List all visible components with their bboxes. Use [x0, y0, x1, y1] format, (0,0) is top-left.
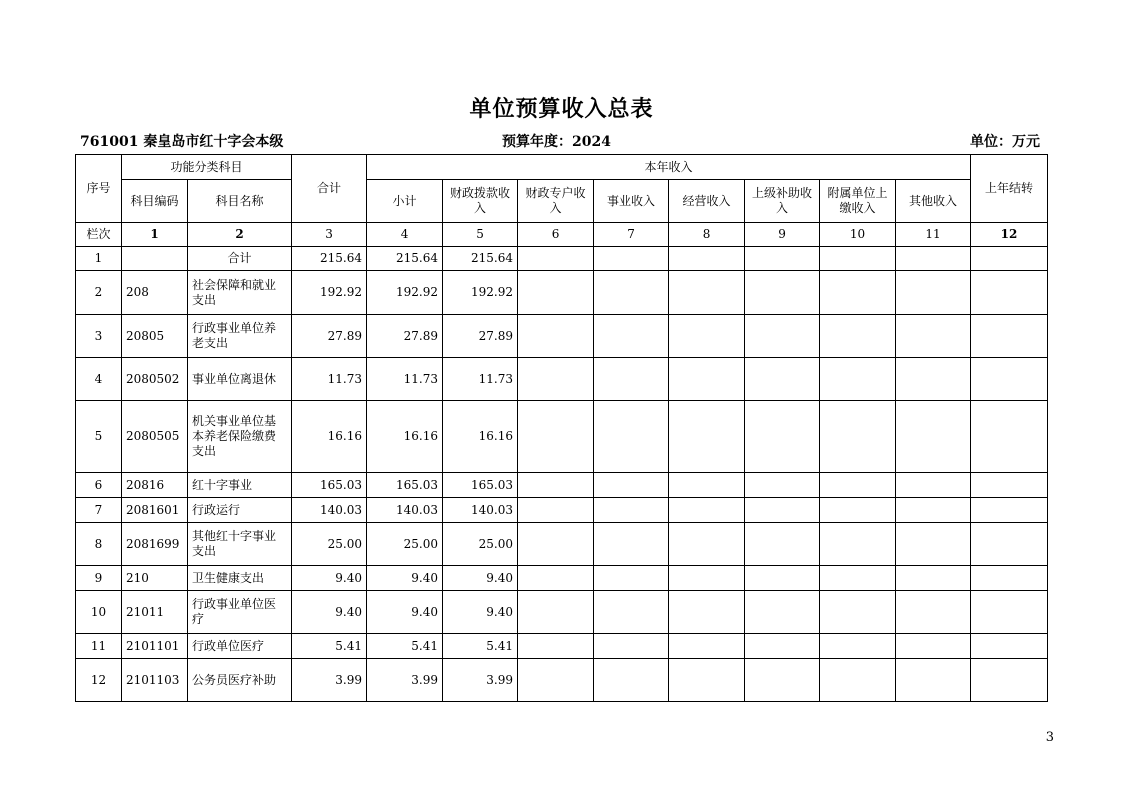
table-row: [76, 634, 1048, 659]
total-cell: 3.99: [292, 659, 367, 702]
code-cell: 2081601: [122, 498, 188, 523]
table-row: [76, 315, 1048, 358]
superior-subsidy-cell: [745, 659, 820, 702]
other-income-cell: [896, 498, 971, 523]
seq-cell: 7: [76, 498, 122, 523]
affiliated-income-cell: [820, 634, 896, 659]
report-title: 单位预算收入总表: [469, 96, 654, 122]
operating-income-cell: [669, 401, 745, 473]
name-cell: 事业单位离退休: [188, 358, 292, 401]
seq-cell: 1: [76, 247, 122, 271]
business-income-cell: [594, 401, 669, 473]
fiscal-special-cell: [518, 247, 594, 271]
carryover-cell: [971, 659, 1048, 702]
operating-income-cell: [669, 566, 745, 591]
column-number: 7: [594, 223, 669, 247]
code-cell: 2080505: [122, 401, 188, 473]
subtotal-cell: 9.40: [367, 591, 443, 634]
operating-income-cell: [669, 271, 745, 315]
other-income-cell: [896, 523, 971, 566]
seq-cell: 6: [76, 473, 122, 498]
total-cell: 25.00: [292, 523, 367, 566]
code-cell: 21011: [122, 591, 188, 634]
fiscal-appropriation-cell: 140.03: [443, 498, 518, 523]
currency-unit: 单位：万元: [970, 134, 1040, 150]
fiscal-appropriation-cell: 215.64: [443, 247, 518, 271]
name-cell: 社会保障和就业支出: [188, 271, 292, 315]
header-current-income: 本年收入: [367, 155, 971, 180]
table-row: [76, 473, 1048, 498]
business-income-cell: [594, 271, 669, 315]
fiscal-special-cell: [518, 498, 594, 523]
header-operating-income: 经营收入: [669, 180, 745, 223]
table-row: [76, 498, 1048, 523]
seq-cell: 8: [76, 523, 122, 566]
table-body: [76, 247, 1048, 702]
code-cell: [122, 247, 188, 271]
fiscal-special-cell: [518, 591, 594, 634]
header-affiliated-income: 附属单位上缴收入: [820, 180, 896, 223]
business-income-cell: [594, 247, 669, 271]
table-header: [76, 155, 1048, 247]
business-income-cell: [594, 523, 669, 566]
total-cell: 165.03: [292, 473, 367, 498]
table-row: [76, 247, 1048, 271]
table-row: [76, 401, 1048, 473]
table-row: [76, 523, 1048, 566]
fiscal-appropriation-cell: 11.73: [443, 358, 518, 401]
other-income-cell: [896, 591, 971, 634]
affiliated-income-cell: [820, 401, 896, 473]
budget-year: 预算年度：2024: [502, 134, 611, 150]
column-number: 1: [122, 223, 188, 247]
business-income-cell: [594, 473, 669, 498]
header-name: 科目名称: [188, 180, 292, 223]
operating-income-cell: [669, 498, 745, 523]
business-income-cell: [594, 591, 669, 634]
name-cell: 机关事业单位基本养老保险缴费支出: [188, 401, 292, 473]
seq-cell: 2: [76, 271, 122, 315]
header-other-income: 其他收入: [896, 180, 971, 223]
code-cell: 2101101: [122, 634, 188, 659]
fiscal-special-cell: [518, 659, 594, 702]
subtotal-cell: 3.99: [367, 659, 443, 702]
header-seq: 序号: [76, 155, 122, 223]
other-income-cell: [896, 659, 971, 702]
carryover-cell: [971, 271, 1048, 315]
operating-income-cell: [669, 358, 745, 401]
table-row: [76, 566, 1048, 591]
column-number: 3: [292, 223, 367, 247]
business-income-cell: [594, 498, 669, 523]
operating-income-cell: [669, 523, 745, 566]
superior-subsidy-cell: [745, 315, 820, 358]
name-cell: 行政事业单位医疗: [188, 591, 292, 634]
superior-subsidy-cell: [745, 358, 820, 401]
header-subtotal: 小计: [367, 180, 443, 223]
business-income-cell: [594, 315, 669, 358]
affiliated-income-cell: [820, 247, 896, 271]
code-cell: 208: [122, 271, 188, 315]
name-cell: 合计: [188, 247, 292, 271]
seq-cell: 9: [76, 566, 122, 591]
table-row: [76, 591, 1048, 634]
header-business-income: 事业收入: [594, 180, 669, 223]
table-row: [76, 659, 1048, 702]
total-cell: 9.40: [292, 566, 367, 591]
fiscal-special-cell: [518, 401, 594, 473]
subtotal-cell: 25.00: [367, 523, 443, 566]
superior-subsidy-cell: [745, 634, 820, 659]
other-income-cell: [896, 634, 971, 659]
fiscal-appropriation-cell: 5.41: [443, 634, 518, 659]
operating-income-cell: [669, 315, 745, 358]
carryover-cell: [971, 566, 1048, 591]
total-cell: 192.92: [292, 271, 367, 315]
carryover-cell: [971, 523, 1048, 566]
header-total: 合计: [292, 155, 367, 223]
name-cell: 红十字事业: [188, 473, 292, 498]
header-fiscal-appropriation: 财政拨款收入: [443, 180, 518, 223]
seq-cell: 11: [76, 634, 122, 659]
column-number: 10: [820, 223, 896, 247]
header-superior-subsidy: 上级补助收入: [745, 180, 820, 223]
fiscal-appropriation-cell: 3.99: [443, 659, 518, 702]
business-income-cell: [594, 659, 669, 702]
name-cell: 行政事业单位养老支出: [188, 315, 292, 358]
table-row: [76, 271, 1048, 315]
subtotal-cell: 5.41: [367, 634, 443, 659]
affiliated-income-cell: [820, 523, 896, 566]
subtotal-cell: 16.16: [367, 401, 443, 473]
code-cell: 210: [122, 566, 188, 591]
fiscal-appropriation-cell: 165.03: [443, 473, 518, 498]
fiscal-appropriation-cell: 192.92: [443, 271, 518, 315]
superior-subsidy-cell: [745, 473, 820, 498]
operating-income-cell: [669, 247, 745, 271]
superior-subsidy-cell: [745, 523, 820, 566]
seq-cell: 3: [76, 315, 122, 358]
superior-subsidy-cell: [745, 566, 820, 591]
operating-income-cell: [669, 659, 745, 702]
code-cell: 2081699: [122, 523, 188, 566]
header-func-class: 功能分类科目: [122, 155, 292, 180]
fiscal-special-cell: [518, 473, 594, 498]
superior-subsidy-cell: [745, 591, 820, 634]
unit-name: 761001 秦皇岛市红十字会本级: [80, 134, 284, 150]
column-number: 8: [669, 223, 745, 247]
table-row: [76, 358, 1048, 401]
fiscal-special-cell: [518, 358, 594, 401]
carryover-cell: [971, 358, 1048, 401]
total-cell: 140.03: [292, 498, 367, 523]
carryover-cell: [971, 634, 1048, 659]
affiliated-income-cell: [820, 591, 896, 634]
seq-cell: 4: [76, 358, 122, 401]
column-number: 5: [443, 223, 518, 247]
affiliated-income-cell: [820, 315, 896, 358]
affiliated-income-cell: [820, 271, 896, 315]
subtotal-cell: 140.03: [367, 498, 443, 523]
name-cell: 卫生健康支出: [188, 566, 292, 591]
operating-income-cell: [669, 634, 745, 659]
code-cell: 2080502: [122, 358, 188, 401]
subtotal-cell: 11.73: [367, 358, 443, 401]
superior-subsidy-cell: [745, 271, 820, 315]
carryover-cell: [971, 315, 1048, 358]
column-number-row: [76, 223, 1048, 247]
code-cell: 20816: [122, 473, 188, 498]
other-income-cell: [896, 401, 971, 473]
name-cell: 公务员医疗补助: [188, 659, 292, 702]
operating-income-cell: [669, 591, 745, 634]
seq-cell: 5: [76, 401, 122, 473]
name-cell: 其他红十字事业支出: [188, 523, 292, 566]
fiscal-special-cell: [518, 315, 594, 358]
affiliated-income-cell: [820, 473, 896, 498]
total-cell: 5.41: [292, 634, 367, 659]
column-number: 栏次: [76, 223, 122, 247]
other-income-cell: [896, 247, 971, 271]
other-income-cell: [896, 271, 971, 315]
code-cell: 20805: [122, 315, 188, 358]
column-number: 9: [745, 223, 820, 247]
superior-subsidy-cell: [745, 247, 820, 271]
column-number: 6: [518, 223, 594, 247]
business-income-cell: [594, 566, 669, 591]
subtotal-cell: 27.89: [367, 315, 443, 358]
header-fiscal-special: 财政专户收入: [518, 180, 594, 223]
total-cell: 27.89: [292, 315, 367, 358]
total-cell: 215.64: [292, 247, 367, 271]
carryover-cell: [971, 591, 1048, 634]
other-income-cell: [896, 315, 971, 358]
other-income-cell: [896, 358, 971, 401]
affiliated-income-cell: [820, 498, 896, 523]
carryover-cell: [971, 401, 1048, 473]
name-cell: 行政运行: [188, 498, 292, 523]
column-number: 11: [896, 223, 971, 247]
subtotal-cell: 165.03: [367, 473, 443, 498]
fiscal-appropriation-cell: 27.89: [443, 315, 518, 358]
total-cell: 9.40: [292, 591, 367, 634]
column-number: 4: [367, 223, 443, 247]
affiliated-income-cell: [820, 358, 896, 401]
business-income-cell: [594, 358, 669, 401]
business-income-cell: [594, 634, 669, 659]
budget-income-table: [75, 154, 1048, 702]
other-income-cell: [896, 473, 971, 498]
header-code: 科目编码: [122, 180, 188, 223]
total-cell: 11.73: [292, 358, 367, 401]
code-cell: 2101103: [122, 659, 188, 702]
fiscal-appropriation-cell: 16.16: [443, 401, 518, 473]
other-income-cell: [896, 566, 971, 591]
superior-subsidy-cell: [745, 498, 820, 523]
subtotal-cell: 9.40: [367, 566, 443, 591]
seq-cell: 12: [76, 659, 122, 702]
fiscal-special-cell: [518, 634, 594, 659]
fiscal-special-cell: [518, 523, 594, 566]
subtotal-cell: 192.92: [367, 271, 443, 315]
operating-income-cell: [669, 473, 745, 498]
superior-subsidy-cell: [745, 401, 820, 473]
header-carryover: 上年结转: [971, 155, 1048, 223]
name-cell: 行政单位医疗: [188, 634, 292, 659]
total-cell: 16.16: [292, 401, 367, 473]
carryover-cell: [971, 473, 1048, 498]
fiscal-appropriation-cell: 9.40: [443, 591, 518, 634]
fiscal-appropriation-cell: 25.00: [443, 523, 518, 566]
carryover-cell: [971, 247, 1048, 271]
fiscal-appropriation-cell: 9.40: [443, 566, 518, 591]
column-number: 2: [188, 223, 292, 247]
column-number: 12: [971, 223, 1048, 247]
subtotal-cell: 215.64: [367, 247, 443, 271]
fiscal-special-cell: [518, 271, 594, 315]
page-number: 3: [1045, 730, 1054, 745]
affiliated-income-cell: [820, 566, 896, 591]
affiliated-income-cell: [820, 659, 896, 702]
fiscal-special-cell: [518, 566, 594, 591]
carryover-cell: [971, 498, 1048, 523]
seq-cell: 10: [76, 591, 122, 634]
